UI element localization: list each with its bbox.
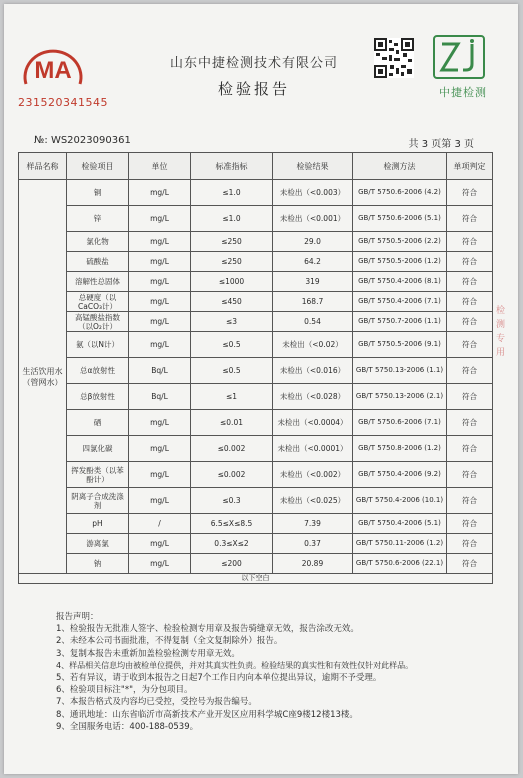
unit-cell: mg/L bbox=[129, 462, 191, 488]
judgment-cell: 符合 bbox=[447, 292, 493, 312]
report-number: №: WS2023090361 bbox=[34, 135, 131, 146]
unit-cell: mg/L bbox=[129, 436, 191, 462]
test-item-cell: 阴离子合成洗涤剂 bbox=[67, 488, 129, 514]
report-page bbox=[4, 4, 518, 774]
method-cell: GB/T 5750.7-2006 (1.1) bbox=[353, 312, 447, 332]
unit-cell: mg/L bbox=[129, 312, 191, 332]
judgment-cell: 符合 bbox=[447, 488, 493, 514]
test-item-cell: 游离氯 bbox=[67, 534, 129, 554]
test-item-cell: 硫酸盐 bbox=[67, 252, 129, 272]
standard-cell: ≤0.01 bbox=[191, 410, 273, 436]
unit-cell: mg/L bbox=[129, 206, 191, 232]
table-row bbox=[19, 436, 493, 462]
result-cell: 20.89 bbox=[273, 554, 353, 574]
method-cell: GB/T 5750.4-2006 (8.1) bbox=[353, 272, 447, 292]
judgment-cell: 符合 bbox=[447, 252, 493, 272]
test-item-cell: 钠 bbox=[67, 554, 129, 574]
unit-cell: / bbox=[129, 514, 191, 534]
table-row bbox=[19, 232, 493, 252]
test-item-cell: 总α放射性 bbox=[67, 358, 129, 384]
standard-cell: ≤1.0 bbox=[191, 180, 273, 206]
result-cell: 0.54 bbox=[273, 312, 353, 332]
result-cell: 未检出（<0.0001） bbox=[273, 436, 353, 462]
header-method: 检测方法 bbox=[353, 153, 447, 180]
cma-logo-icon bbox=[18, 38, 88, 94]
statement-item: 1、检验报告无批准人签字、检验检测专用章及报告骑缝章无效，报告涂改无效。 bbox=[56, 624, 359, 635]
unit-cell: mg/L bbox=[129, 488, 191, 514]
report-statement bbox=[56, 611, 476, 733]
result-cell: 29.0 bbox=[273, 232, 353, 252]
table-row bbox=[19, 292, 493, 312]
ma-certificate-code: 231520341545 bbox=[18, 96, 108, 109]
method-cell: GB/T 5750.5-2006 (9.1) bbox=[353, 332, 447, 358]
method-cell: GB/T 5750.4-2006 (5.1) bbox=[353, 514, 447, 534]
statement-item: 2、未经本公司书面批准，不得复制（全文复制除外）报告。 bbox=[56, 636, 283, 647]
test-item-cell: 氨（以N计） bbox=[67, 332, 129, 358]
result-cell: 未检出（<0.002） bbox=[273, 462, 353, 488]
judgment-cell: 符合 bbox=[447, 384, 493, 410]
unit-cell: mg/L bbox=[129, 180, 191, 206]
table-row bbox=[19, 272, 493, 292]
test-item-cell: 锌 bbox=[67, 206, 129, 232]
statement-item: 4、样品相关信息均由被检单位提供，并对其真实性负责。检验结果的真实性和有效性仅针对此样品。 bbox=[56, 660, 414, 670]
standard-cell: ≤0.5 bbox=[191, 332, 273, 358]
judgment-cell: 符合 bbox=[447, 206, 493, 232]
judgment-cell: 符合 bbox=[447, 462, 493, 488]
table-row bbox=[19, 534, 493, 554]
company-name: 山东中捷检测技术有限公司 bbox=[169, 56, 338, 71]
judgment-cell: 符合 bbox=[447, 436, 493, 462]
statement-item: 8、通讯地址：山东省临沂市高新技术产业开发区应用科学城C座9楼12楼13楼。 bbox=[56, 709, 358, 720]
method-cell: GB/T 5750.4-2006 (7.1) bbox=[353, 292, 447, 312]
method-cell: GB/T 5750.8-2006 (1.2) bbox=[353, 436, 447, 462]
method-cell: GB/T 5750.11-2006 (1.2) bbox=[353, 534, 447, 554]
unit-cell: mg/L bbox=[129, 410, 191, 436]
page-info: 共 3 页第 3 页 bbox=[408, 139, 474, 150]
test-item-cell: 硒 bbox=[67, 410, 129, 436]
result-cell: 168.7 bbox=[273, 292, 353, 312]
standard-cell: ≤250 bbox=[191, 252, 273, 272]
method-cell: GB/T 5750.6-2006 (4.2) bbox=[353, 180, 447, 206]
judgment-cell: 符合 bbox=[447, 534, 493, 554]
method-cell: GB/T 5750.4-2006 (9.2) bbox=[353, 462, 447, 488]
judgment-cell: 符合 bbox=[447, 332, 493, 358]
standard-cell: ≤450 bbox=[191, 292, 273, 312]
table-row bbox=[19, 410, 493, 436]
standard-cell: ≤0.5 bbox=[191, 358, 273, 384]
test-item-cell: 四氯化碳 bbox=[67, 436, 129, 462]
method-cell: GB/T 5750.6-2006 (22.1) bbox=[353, 554, 447, 574]
result-cell: 未检出（<0.0004） bbox=[273, 410, 353, 436]
result-cell: 0.37 bbox=[273, 534, 353, 554]
header-test-item: 检验项目 bbox=[67, 153, 129, 180]
statement-item: 7、本报告格式及内容均已受控，受控号为报告编号。 bbox=[56, 697, 257, 708]
test-item-cell: 溶解性总固体 bbox=[67, 272, 129, 292]
result-cell: 64.2 bbox=[273, 252, 353, 272]
standard-cell: 0.3≤X≤2 bbox=[191, 534, 273, 554]
header-judgment: 单项判定 bbox=[447, 153, 493, 180]
method-cell: GB/T 5750.5-2006 (1.2) bbox=[353, 252, 447, 272]
test-item-cell: 总硬度（以CaCO₃计） bbox=[67, 292, 129, 312]
statement-item: 5、若有异议，请于收到本报告之日起7个工作日内向本单位提出异议，逾期不予受理。 bbox=[56, 673, 382, 684]
test-item-cell: 高锰酸盐指数（以O₂计） bbox=[67, 312, 129, 332]
header-standard: 标准指标 bbox=[191, 153, 273, 180]
judgment-cell: 符合 bbox=[447, 232, 493, 252]
test-item-cell: 铜 bbox=[67, 180, 129, 206]
table-row bbox=[19, 180, 493, 206]
table-row bbox=[19, 462, 493, 488]
table-row bbox=[19, 384, 493, 410]
result-cell: 未检出（<0.028） bbox=[273, 384, 353, 410]
unit-cell: Bq/L bbox=[129, 384, 191, 410]
standard-cell: ≤1 bbox=[191, 384, 273, 410]
result-cell: 319 bbox=[273, 272, 353, 292]
judgment-cell: 符合 bbox=[447, 554, 493, 574]
table-header-row bbox=[19, 153, 493, 180]
method-cell: GB/T 5750.6-2006 (7.1) bbox=[353, 410, 447, 436]
standard-cell: ≤200 bbox=[191, 554, 273, 574]
table-row bbox=[19, 554, 493, 574]
report-title: 检验报告 bbox=[217, 80, 290, 98]
standard-cell: 6.5≤X≤8.5 bbox=[191, 514, 273, 534]
judgment-cell: 符合 bbox=[447, 180, 493, 206]
table-row bbox=[19, 252, 493, 272]
unit-cell: mg/L bbox=[129, 534, 191, 554]
test-item-cell: pH bbox=[67, 514, 129, 534]
statement-item: 3、复制本报告未重新加盖检验检测专用章无效。 bbox=[56, 648, 240, 659]
result-cell: 未检出（<0.025） bbox=[273, 488, 353, 514]
header-sample-name: 样品名称 bbox=[19, 153, 67, 180]
brand-logo-icon bbox=[432, 34, 486, 80]
test-item-cell: 氯化物 bbox=[67, 232, 129, 252]
standard-cell: ≤1.0 bbox=[191, 206, 273, 232]
judgment-cell: 符合 bbox=[447, 272, 493, 292]
judgment-cell: 符合 bbox=[447, 358, 493, 384]
result-cell: 未检出（<0.001） bbox=[273, 206, 353, 232]
result-cell: 未检出（<0.003） bbox=[273, 180, 353, 206]
statement-item: 6、检验项目标注"*"，为分包项目。 bbox=[56, 685, 193, 696]
ma-text: MA bbox=[34, 57, 72, 84]
method-cell: GB/T 5750.13-2006 (2.1) bbox=[353, 384, 447, 410]
brand-name: 中捷检测 bbox=[439, 86, 487, 99]
table-row bbox=[19, 488, 493, 514]
sample-name-cell: 生活饮用水（管网水） bbox=[19, 180, 67, 574]
test-item-cell: 总β放射性 bbox=[67, 384, 129, 410]
table-row bbox=[19, 514, 493, 534]
qr-code-icon bbox=[374, 38, 414, 78]
method-cell: GB/T 5750.6-2006 (5.1) bbox=[353, 206, 447, 232]
blank-row bbox=[19, 574, 493, 584]
standard-cell: ≤1000 bbox=[191, 272, 273, 292]
judgment-cell: 符合 bbox=[447, 514, 493, 534]
method-cell: GB/T 5750.13-2006 (1.1) bbox=[353, 358, 447, 384]
judgment-cell: 符合 bbox=[447, 312, 493, 332]
standard-cell: ≤0.002 bbox=[191, 436, 273, 462]
table-row bbox=[19, 206, 493, 232]
statement-item: 9、全国服务电话：400-188-0539。 bbox=[56, 721, 199, 732]
method-cell: GB/T 5750.4-2006 (10.1) bbox=[353, 488, 447, 514]
unit-cell: mg/L bbox=[129, 272, 191, 292]
header-result: 检验结果 bbox=[273, 153, 353, 180]
header-unit: 单位 bbox=[129, 153, 191, 180]
unit-cell: mg/L bbox=[129, 252, 191, 272]
table-row bbox=[19, 358, 493, 384]
judgment-cell: 符合 bbox=[447, 410, 493, 436]
unit-cell: mg/L bbox=[129, 332, 191, 358]
table-row bbox=[19, 332, 493, 358]
blank-below-note: 以下空白 bbox=[19, 574, 493, 584]
results-table bbox=[18, 152, 493, 584]
standard-cell: ≤250 bbox=[191, 232, 273, 252]
seam-stamp-fragment: 检 测 专 用 bbox=[496, 306, 506, 358]
unit-cell: mg/L bbox=[129, 292, 191, 312]
standard-cell: ≤0.3 bbox=[191, 488, 273, 514]
test-item-cell: 挥发酚类（以苯酚计） bbox=[67, 462, 129, 488]
result-cell: 未检出（<0.016） bbox=[273, 358, 353, 384]
unit-cell: mg/L bbox=[129, 554, 191, 574]
unit-cell: Bq/L bbox=[129, 358, 191, 384]
table-row bbox=[19, 312, 493, 332]
result-cell: 7.39 bbox=[273, 514, 353, 534]
standard-cell: ≤3 bbox=[191, 312, 273, 332]
method-cell: GB/T 5750.5-2006 (2.2) bbox=[353, 232, 447, 252]
statement-title: 报告声明： bbox=[56, 612, 99, 622]
standard-cell: ≤0.002 bbox=[191, 462, 273, 488]
result-cell: 未检出（<0.02） bbox=[273, 332, 353, 358]
unit-cell: mg/L bbox=[129, 232, 191, 252]
